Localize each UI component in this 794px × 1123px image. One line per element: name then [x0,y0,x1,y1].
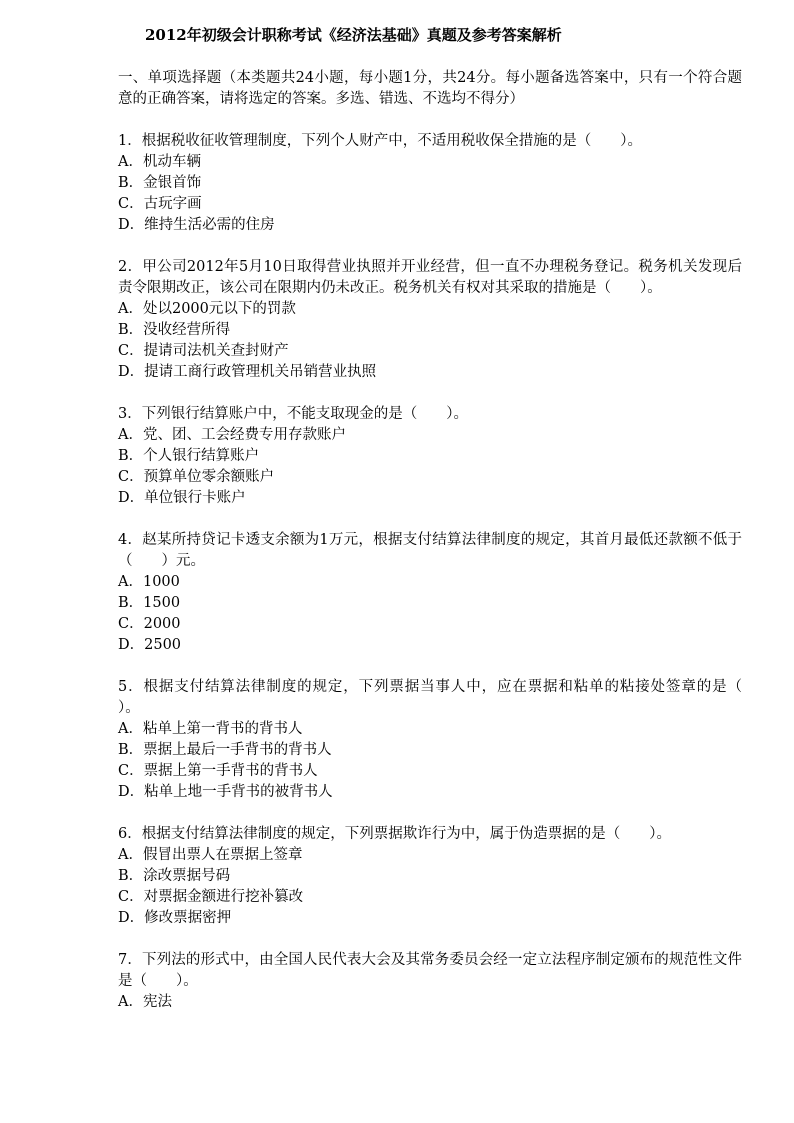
option-d: D．单位银行卡账户 [118,490,246,506]
question-5 [118,677,771,803]
option-b: B．个人银行结算账户 [118,448,260,464]
question-2 [118,257,742,383]
option-b: B．涂改票据号码 [118,868,231,884]
question-stem: 2．甲公司2012年5月10日取得营业执照并开业经营，但一直不办理税务登记。税务机关发现后责令限期改正，该公司在限期内仍未改正。税务机关有权对其采取的措施是（ ）。 [118,259,742,296]
option-a: A．假冒出票人在票据上签章 [118,847,303,863]
option-a: A．1000 [118,574,180,590]
option-a: A．机动车辆 [118,154,201,170]
document-body [118,68,771,1013]
question-stem: 4．赵某所持贷记卡透支余额为1万元，根据支付结算法律制度的规定，其首月最低还款额不低于（ ）元。 [118,532,742,569]
option-c: C．预算单位零余额账户 [118,469,275,485]
option-d: D．维持生活必需的住房 [118,217,275,233]
option-d: D．提请工商行政管理机关吊销营业执照 [118,364,377,380]
question-stem: 1．根据税收征收管理制度，下列个人财产中，不适用税收保全措施的是（ ）。 [118,133,642,149]
option-b: B．金银首饰 [118,175,202,191]
option-a: A．处以2000元以下的罚款 [118,301,296,317]
option-a: A．宪法 [118,994,172,1010]
question-1 [118,131,742,236]
question-4 [118,530,742,656]
question-6 [118,824,742,929]
question-stem: 3．下列银行结算账户中，不能支取现金的是（ ）。 [118,406,468,422]
question-3 [118,404,742,509]
option-b: B．票据上最后一手背书的背书人 [118,742,332,758]
option-a: A．粘单上第一背书的背书人 [118,721,303,737]
option-c: C．2000 [118,616,181,632]
option-d: D．修改票据密押 [118,910,232,926]
option-c: C．提请司法机关查封财产 [118,343,289,359]
option-c: C．对票据金额进行挖补篡改 [118,889,304,905]
option-c: C．票据上第一手背书的背书人 [118,763,318,779]
section-intro: 一、单项选择题（本类题共24小题，每小题1分，共24分。每小题备选答案中，只有一个符合题意的正确答案，请将选定的答案。多选、错选、不选均不得分） [118,70,742,107]
question-stem: 6．根据支付结算法律制度的规定，下列票据欺诈行为中，属于伪造票据的是（ ）。 [118,826,671,842]
option-b: B．1500 [118,595,181,611]
question-stem: 7．下列法的形式中，由全国人民代表大会及其常务委员会经一定立法程序制定颁布的规范性文件是（ ）。 [118,952,742,989]
option-a: A．党、团、工会经费专用存款账户 [118,427,346,443]
option-b: B．没收经营所得 [118,322,231,338]
document-title: 2012年初级会计职称考试《经济法基础》真题及参考答案解析 [145,26,562,44]
question-stem: 5．根据支付结算法律制度的规定，下列票据当事人中，应在票据和粘单的粘接处签章的是（ ）。 [118,679,771,716]
question-7 [118,950,742,1013]
option-d: D．2500 [118,637,182,653]
option-c: C．古玩字画 [118,196,202,212]
option-d: D．粘单上地一手背书的被背书人 [118,784,333,800]
